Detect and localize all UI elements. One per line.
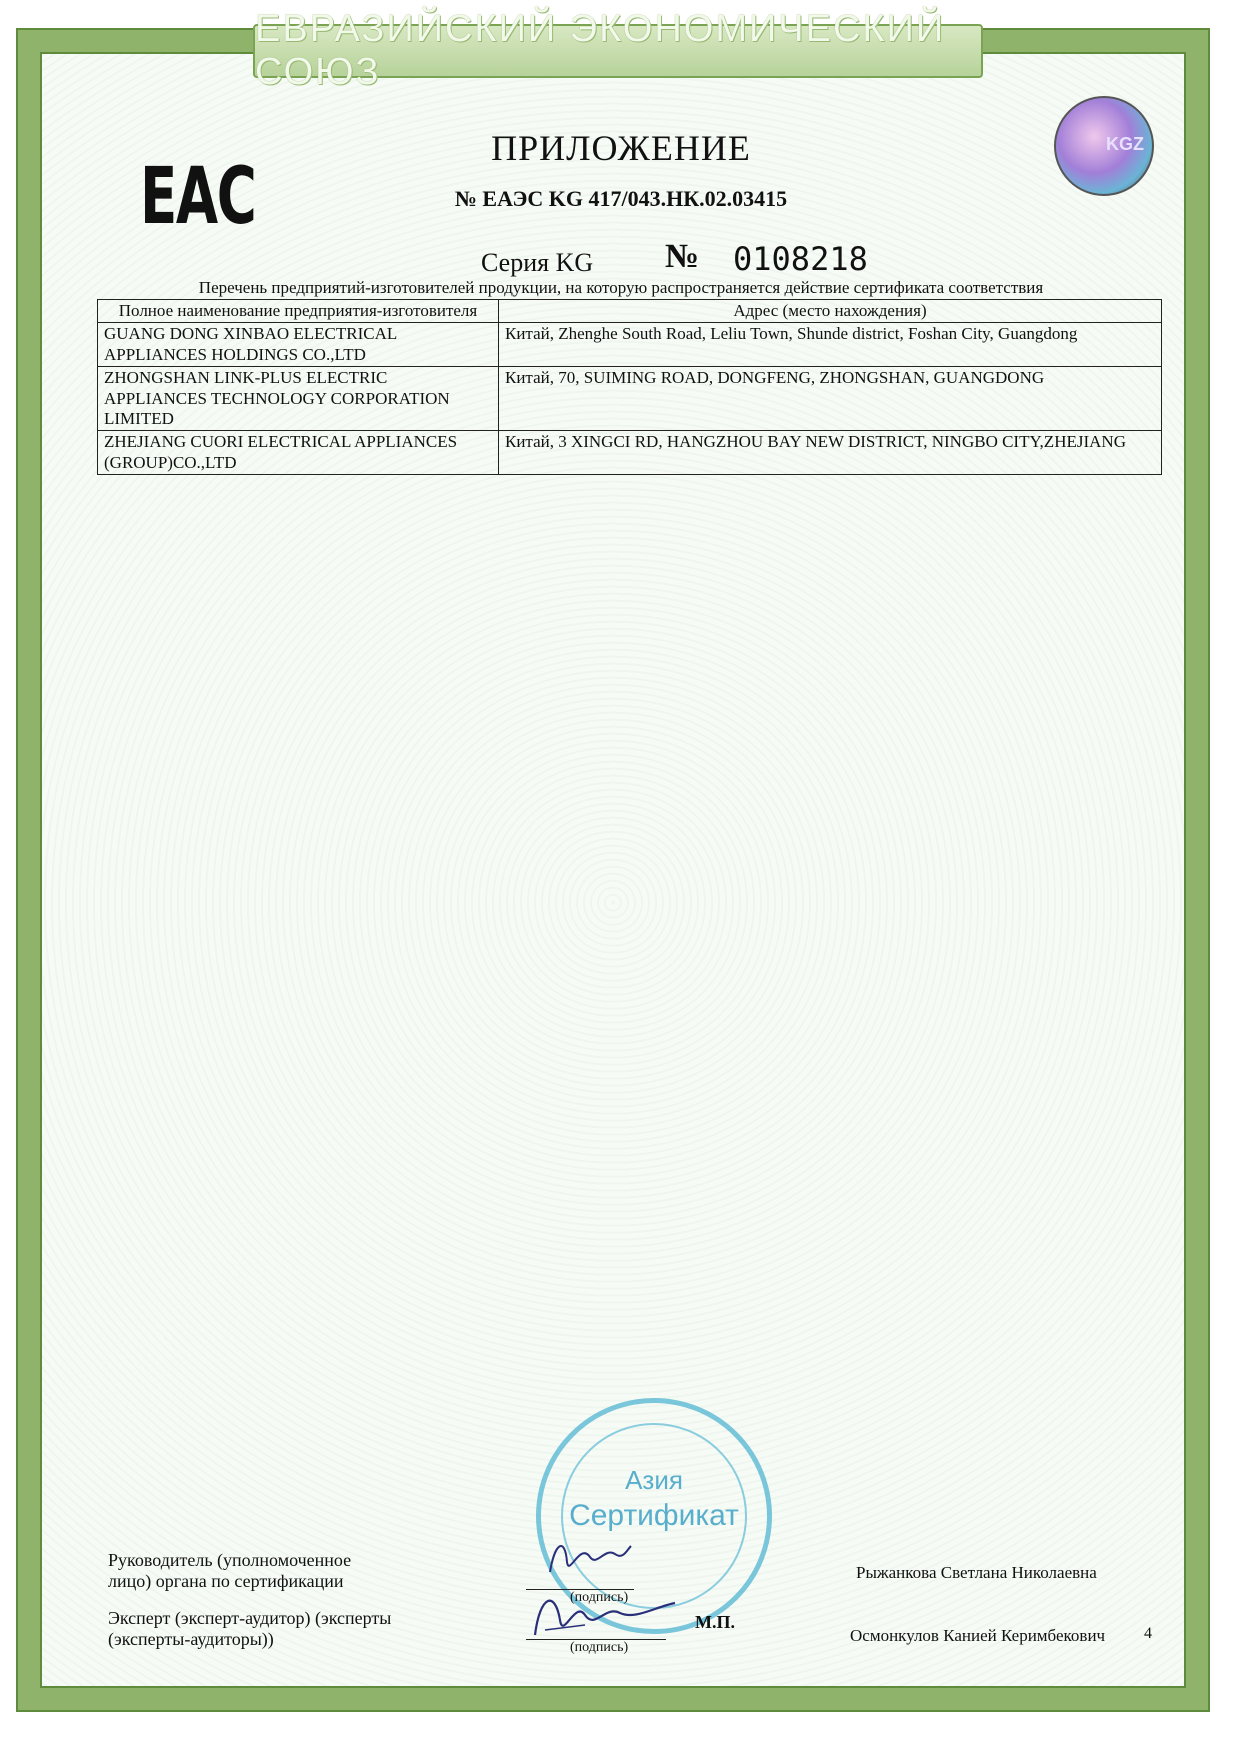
head-signature-icon — [545, 1532, 635, 1582]
manufacturer-address: Китай, 3 XINGCI RD, HANGZHOU BAY NEW DISTRICT, NINGBO CITY,ZHEJIANG — [499, 431, 1162, 475]
column-header-name: Полное наименование предприятия-изготовителя — [98, 300, 499, 323]
table-header-row — [98, 300, 1162, 323]
expert-label: Эксперт (эксперт-аудитор) (эксперты (эксперты-аудиторы)) — [108, 1608, 392, 1649]
table-row — [98, 367, 1162, 431]
table-row — [98, 431, 1162, 475]
series-number-sign: № — [665, 238, 700, 275]
hologram-label: KGZ — [1106, 134, 1144, 154]
table-row — [98, 323, 1162, 367]
seal-placeholder-label: М.П. — [695, 1612, 735, 1632]
head-label: Руководитель (уполномоченное лицо) органа по сертификации — [108, 1550, 352, 1591]
head-signature-caption: (подпись) — [570, 1590, 629, 1605]
stamp-text-line1: Азия — [625, 1465, 683, 1495]
head-name: Рыжанкова Светлана Николаевна — [856, 1563, 1097, 1582]
series-number: 0108218 — [733, 240, 868, 278]
page-title: ПРИЛОЖЕНИЕ — [491, 128, 751, 168]
manufacturers-table — [97, 299, 1162, 475]
manufacturer-name: ZHEJIANG CUORI ELECTRICAL APPLIANCES (GROUP)CO.,LTD — [98, 431, 499, 475]
manufacturer-address: Китай, 70, SUIMING ROAD, DONGFENG, ZHONGSHAN, GUANGDONG — [499, 367, 1162, 431]
column-header-address: Адрес (место нахождения) — [499, 300, 1162, 323]
manufacturer-name: ZHONGSHAN LINK-PLUS ELECTRIC APPLIANCES TECHNOLOGY CORPORATION LIMITED — [98, 367, 499, 431]
union-banner: ЕВРАЗИЙСКИЙ ЭКОНОМИЧЕСКИЙ СОЮЗ — [253, 24, 983, 78]
manufacturer-name: GUANG DONG XINBAO ELECTRICAL APPLIANCES HOLDINGS CO.,LTD — [98, 323, 499, 367]
series-label: Серия KG — [481, 248, 594, 277]
eac-logo: ЕАС — [140, 152, 256, 242]
manufacturer-address: Китай, Zhenghe South Road, Leliu Town, Shunde district, Foshan City, Guangdong — [499, 323, 1162, 367]
certificate-number: № ЕАЭС KG 417/043.НК.02.03415 — [454, 186, 788, 211]
manufacturers-caption: Перечень предприятий-изготовителей продукции, на которую распространяется действие сертификата соответствия — [198, 278, 1044, 297]
page-number: 4 — [1144, 1625, 1152, 1642]
expert-name: Осмонкулов Канией Керимбекович — [850, 1626, 1106, 1645]
expert-signature-caption: (подпись) — [570, 1640, 629, 1655]
stamp-text-line2: Сертификат — [569, 1499, 739, 1532]
